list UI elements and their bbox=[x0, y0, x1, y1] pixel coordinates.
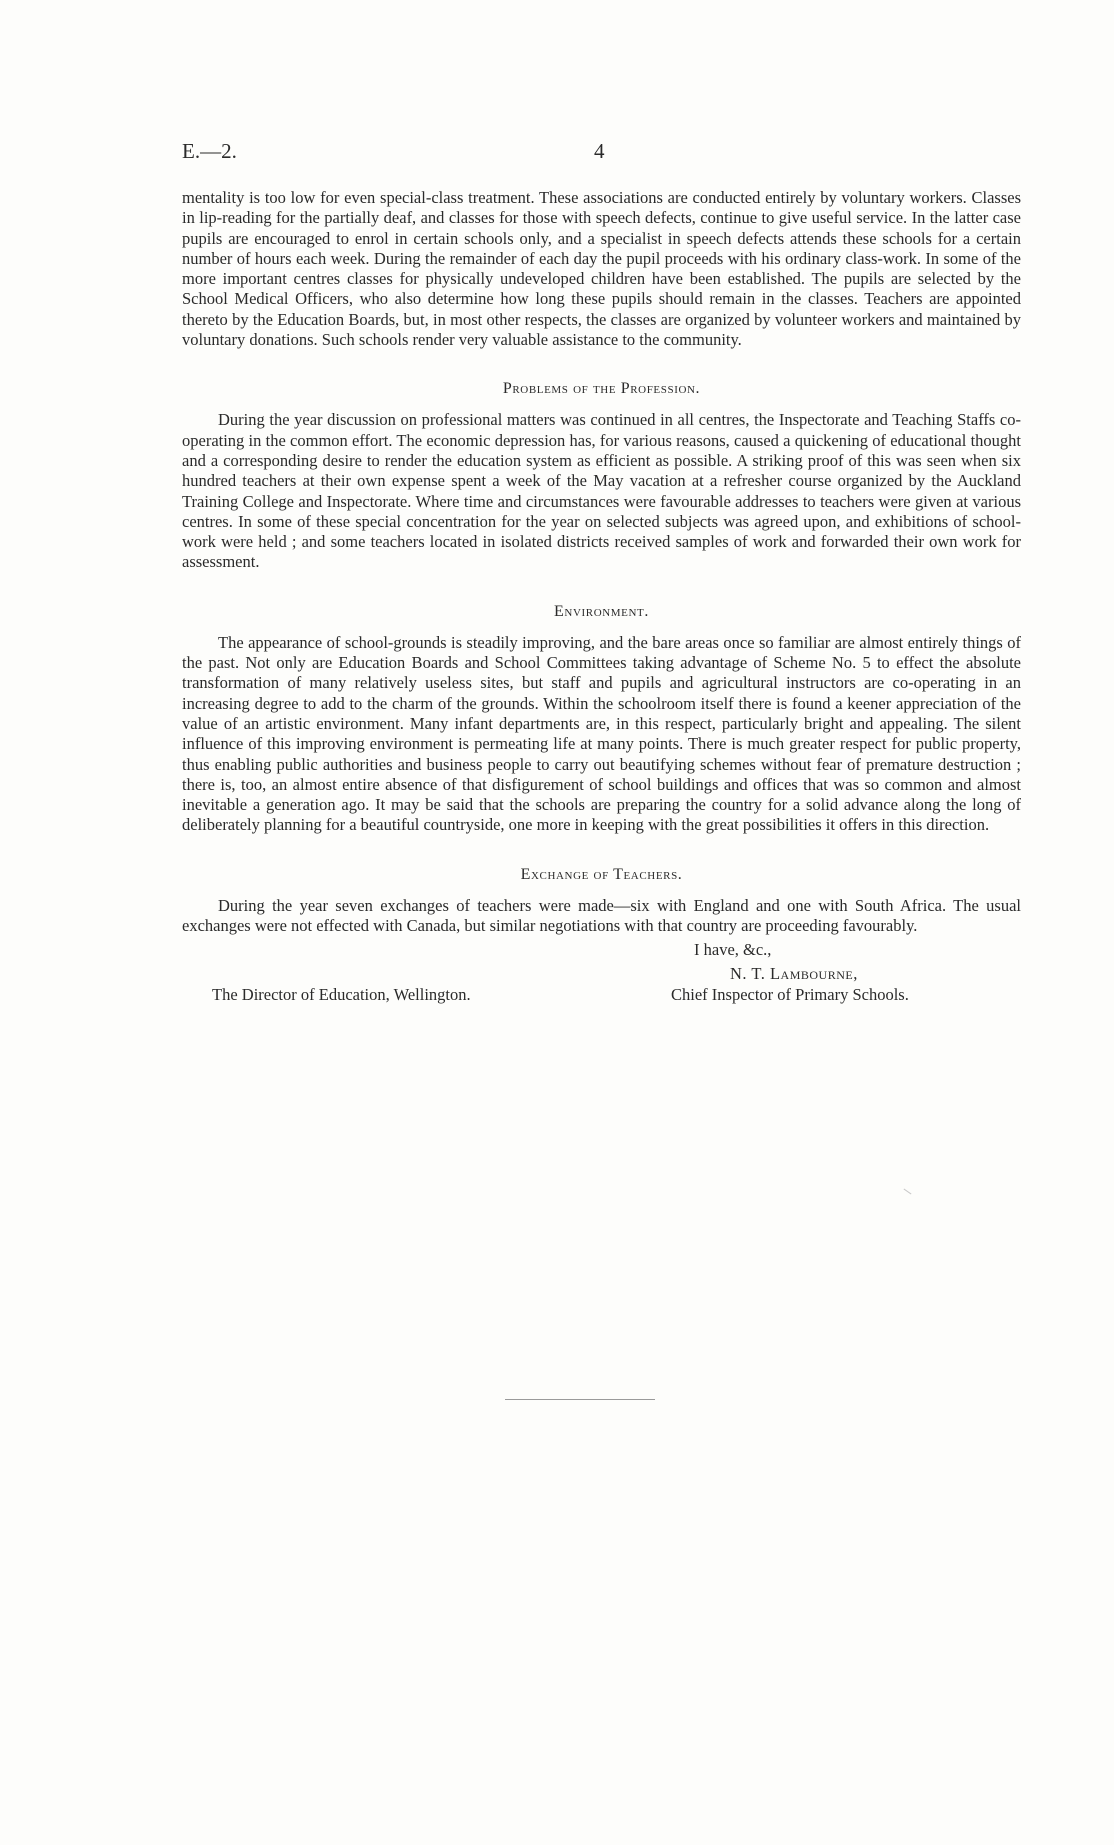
section-paragraph-problems: During the year discussion on professional matters was continued in all centres, the Inspectorate and Teaching Staffs co-operating in the common effort. The economic depression has, for various reasons, caused a quickening of educational thought and a corresponding desire to render the education system as efficient as possible. A striking proof of this was seen when six hundred teachers at their own expense spent a week of the May vacation at a refresher course organized by the Auckland Training College and Inspectorate. Where time and circumstances were favourable addresses to teachers were given at various centres. In some of these special concentration for the year on selected subjects was agreed upon, and exhibitions of school-work were held ; and some teachers located in isolated districts received samples of work and forwarded their own work for assessment. bbox=[182, 410, 1021, 572]
section-heading-exchange: Exchange of Teachers. bbox=[520, 865, 683, 883]
stray-mark bbox=[904, 1189, 912, 1195]
section-heading-environment: Environment. bbox=[554, 602, 649, 620]
signature-closing: I have, &c., bbox=[694, 940, 772, 960]
section-paragraph-exchange: During the year seven exchanges of teachers were made—six with England and one with South Africa. The usual exchanges were not effected with Canada, but similar negotiations with that country are proceeding favourably. bbox=[182, 895, 1021, 936]
signature-title: Chief Inspector of Primary Schools. bbox=[671, 985, 909, 1005]
signature-name: N. T. Lambourne, bbox=[730, 964, 858, 984]
document-body bbox=[182, 188, 1021, 1030]
footer-rule bbox=[505, 1399, 655, 1400]
document-code: E.—2. bbox=[182, 139, 237, 163]
intro-paragraph: mentality is too low for even special-class treatment. These associations are conducted entirely by voluntary workers. Classes in lip-reading for the partially deaf, and classes for those with speech defects, continue to give useful service. In the latter case pupils are encouraged to enrol in certain schools only, and a specialist in speech defects attends these schools for a certain number of hours each week. During the remainder of each day the pupil proceeds with his ordinary class-work. In some of the more important centres classes for physically undeveloped children have been established. The pupils are selected by the School Medical Officers, who also determine how long these pupils should remain in the classes. Teachers are appointed thereto by the Education Boards, but, in most other respects, the classes are organized by volunteer workers and maintained by voluntary donations. Such schools render very valuable assistance to the community. bbox=[182, 188, 1021, 350]
letter-addressee: The Director of Education, Wellington. bbox=[212, 985, 471, 1005]
section-heading-problems: Problems of the Profession. bbox=[502, 380, 701, 398]
page-number: 4 bbox=[594, 139, 605, 163]
signature-block bbox=[182, 940, 1021, 1030]
section-paragraph-environment: The appearance of school-grounds is steadily improving, and the bare areas once so familiar are almost entirely things of the past. Not only are Education Boards and School Committees taking advantage of Scheme No. 5 to effect the absolute transformation of many relatively useless sites, but staff and pupils and agricultural instructors are co-operating in an increasing degree to add to the charm of the grounds. Within the schoolroom itself there is found a keener appreciation of the value of an artistic environment. Many infant departments are, in this respect, particularly bright and appealing. The silent influence of this improving environment is permeating life at many points. There is much greater respect for public property, thus enabling public authorities and business people to carry out beautifying schemes without fear of premature destruction ; there is, too, an almost entire absence of that disfigurement of school buildings and offices that was so common and almost inevitable a generation ago. It may be said that the schools are preparing the country for a solid advance along the long of deliberately planning for a beautiful countryside, one more in keeping with the great possibilities it offers in this direction. bbox=[182, 632, 1021, 835]
